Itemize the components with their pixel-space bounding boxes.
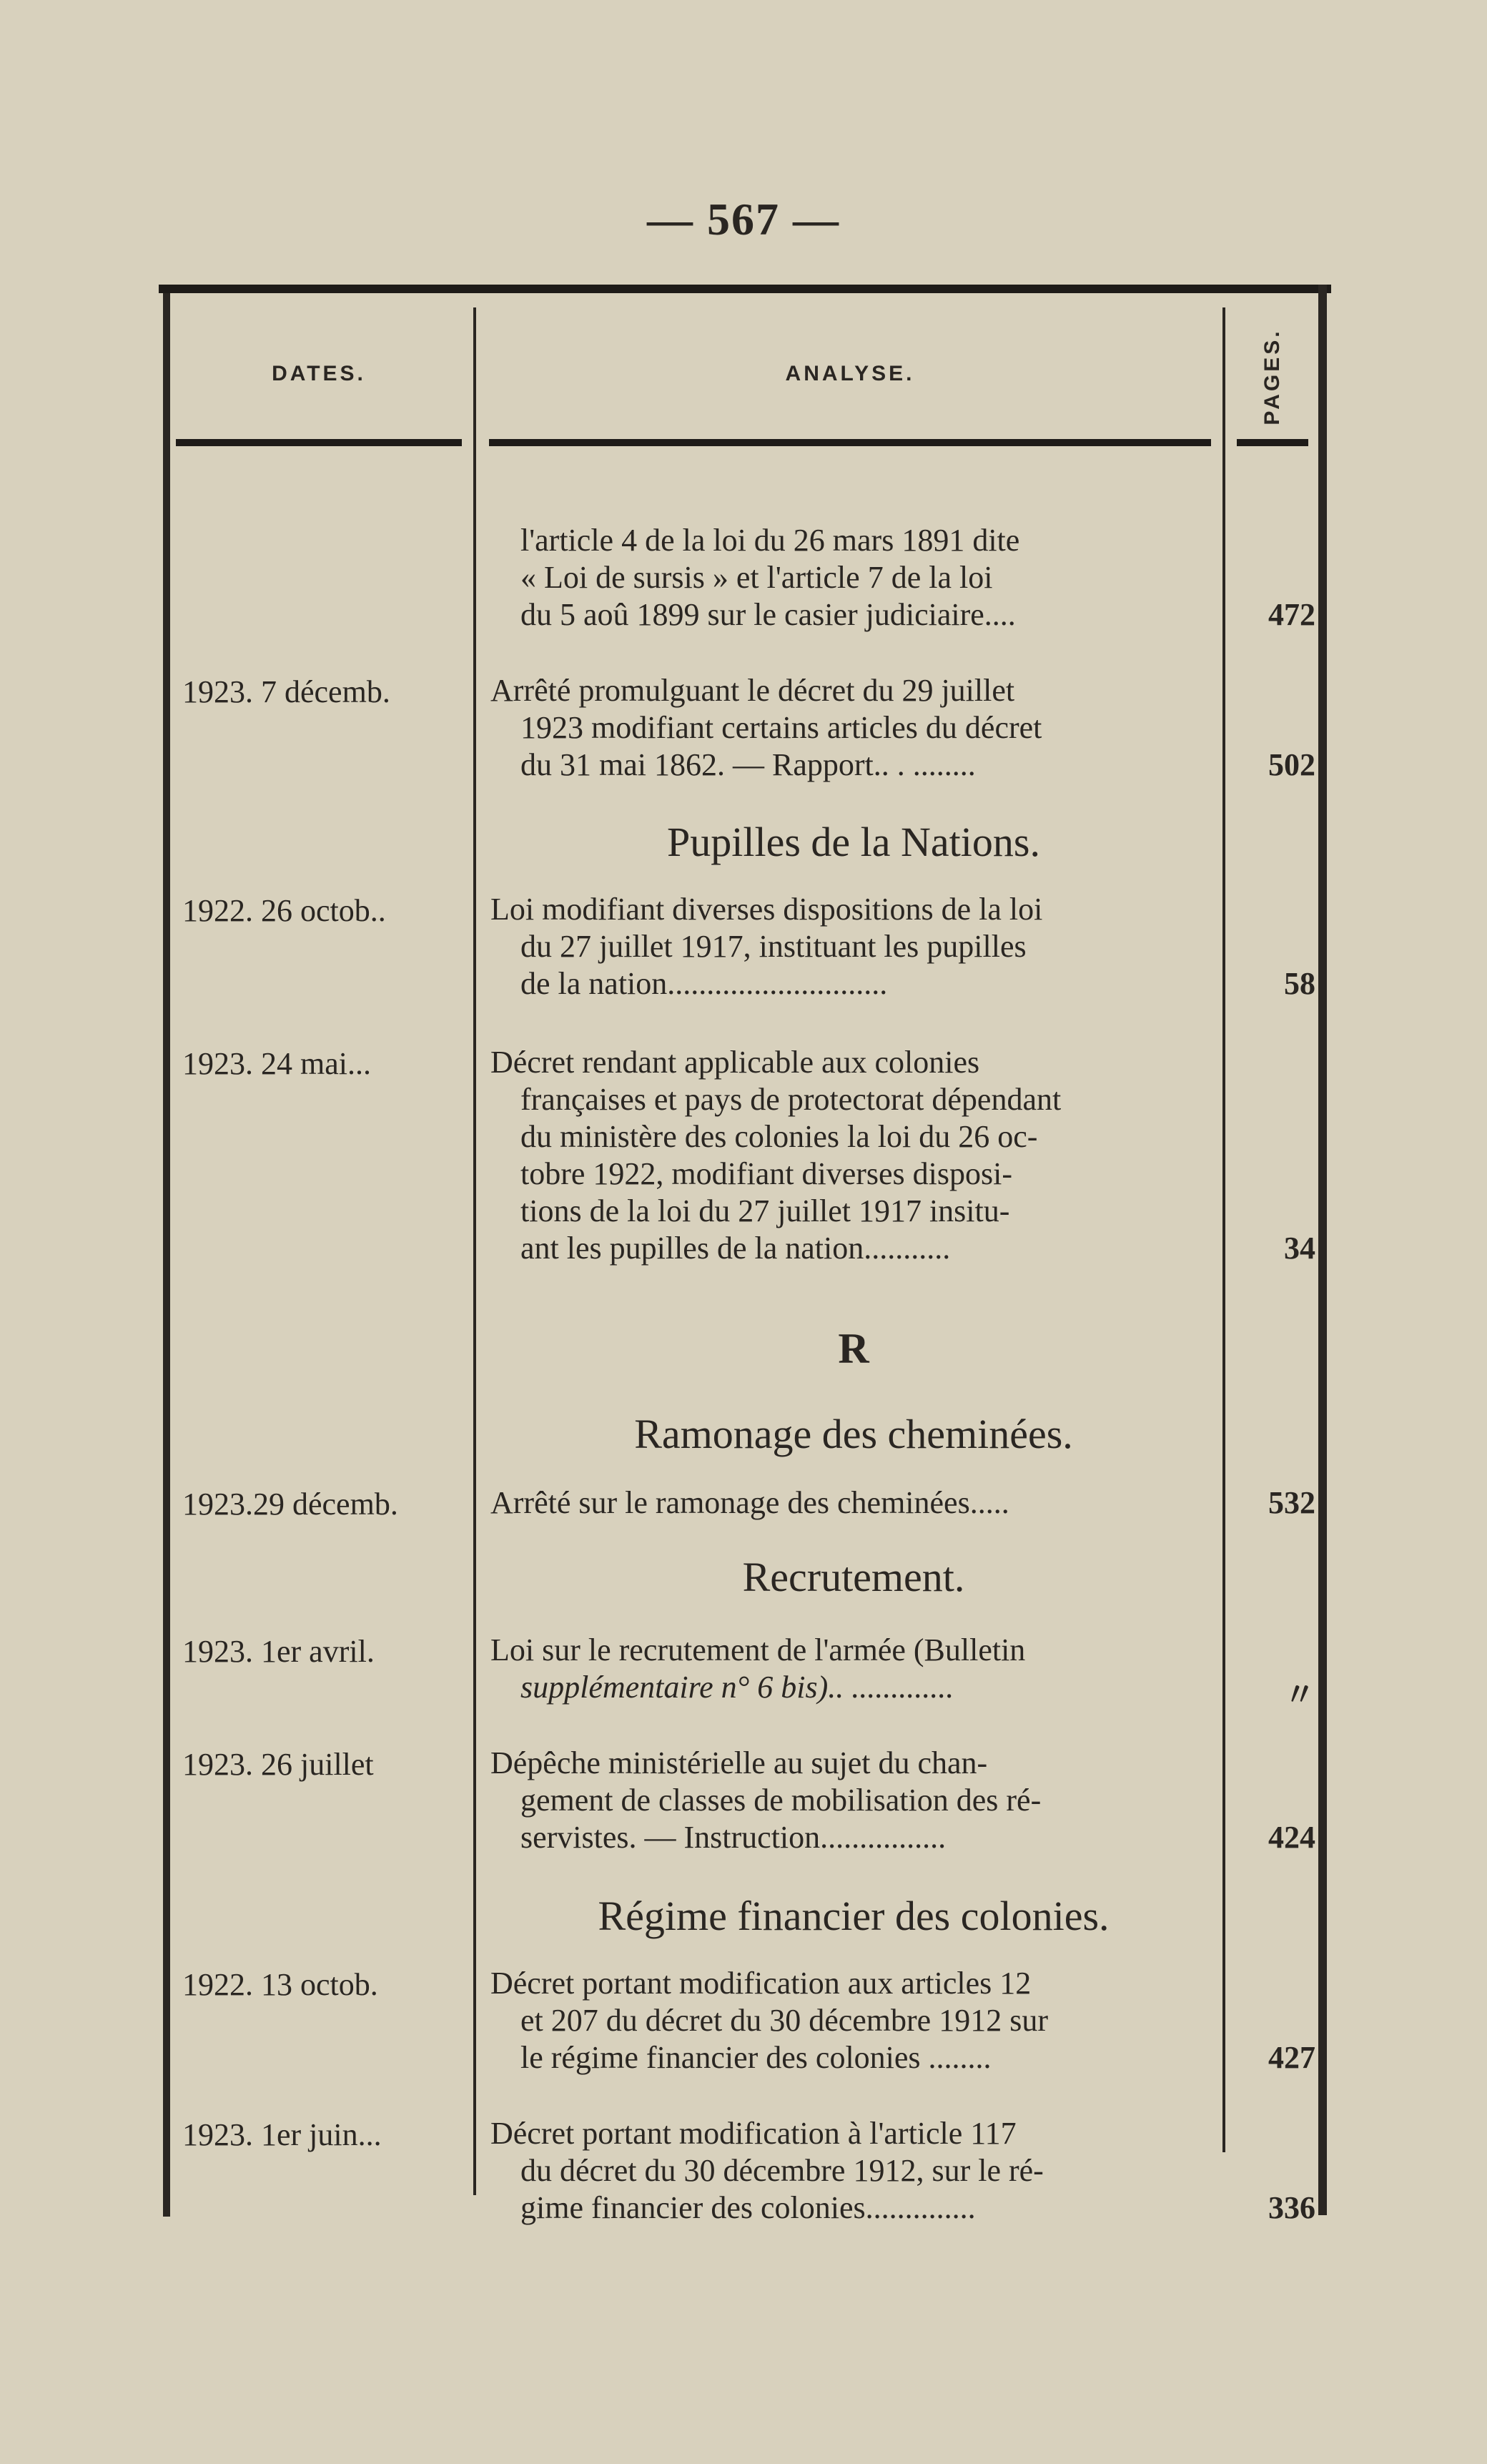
analyse-line: Arrêté promulguant le décret du 29 juillet [490,673,1015,708]
analyse-line: Décret portant modification à l'article 117 [490,2116,1017,2151]
analyse-line: gime financier des colonies.............. [520,2190,976,2225]
analyse-cell [490,891,1217,1002]
header-rule-analyse [489,439,1211,446]
date-cell: 1923. 7 décemb. [182,674,390,709]
analyse-line: du 5 aoû 1899 sur le casier judiciaire.... [520,597,1016,632]
analyse-cell [490,522,1217,634]
analyse-line: servistes. — Instruction................ [520,1820,947,1855]
analyse-line: Loi modifiant diverses dispositions de la loi [490,892,1043,927]
date-cell: 1923. 26 juillet [182,1747,374,1782]
date-cell: 1923.29 décemb. [182,1487,398,1522]
section-heading: Pupilles de la Nations. [667,819,1040,865]
date-cell: 1922. 26 octob.. [182,893,386,928]
analyse-line: du décret du 30 décembre 1912, sur le ré- [520,2153,1044,2188]
header-rule-pages [1237,439,1308,446]
page-ref: 336 [1268,2190,1315,2225]
analyse-line: Décret portant modification aux articles 12 [490,1966,1032,2001]
analyse-line: ant les pupilles de la nation........... [520,1231,951,1266]
analyse-line: de la nation............................ [520,966,888,1001]
page-ref: 424 [1268,1820,1315,1855]
section-heading: Régime financier des colonies. [598,1893,1110,1939]
analyse-line: gement de classes de mobilisation des ré- [520,1783,1042,1818]
analyse-line: Dépêche ministérielle au sujet du chan- [490,1745,988,1780]
analyse-cell [490,1745,1217,1856]
analyse-line: Loi sur le recrutement de l'armée (Bulletin [490,1632,1026,1667]
analyse-line: Arrêté sur le ramonage des cheminées..... [490,1485,1009,1520]
table-right-border [1318,285,1327,2215]
page-ref: 58 [1284,966,1315,1001]
analyse-line: du 27 juillet 1917, instituant les pupilles [520,929,1027,964]
analyse-line: supplémentaire n° 6 bis).. ............. [520,1670,954,1705]
page-ref: 532 [1268,1485,1315,1520]
analyse-line: tions de la loi du 27 juillet 1917 insitu- [520,1193,1010,1228]
header-dates: DATES. [272,362,366,385]
page-ref: 34 [1284,1231,1315,1266]
column-divider-dates [473,307,476,2195]
column-divider-pages [1222,307,1225,2152]
date-cell: 1923. 1er juin... [182,2117,382,2152]
analyse-line: du 31 mai 1862. — Rapport.. . ........ [520,747,976,782]
analyse-line: « Loi de sursis » et l'article 7 de la loi [520,560,993,595]
analyse-cell [490,1965,1217,2076]
analyse-cell [490,1632,1217,1706]
header-rule-dates [176,439,462,446]
analyse-line: 1923 modifiant certains articles du décret [520,710,1042,745]
section-heading: Ramonage des cheminées. [634,1411,1073,1457]
analyse-line: tobre 1922, modifiant diverses disposi- [520,1156,1013,1191]
date-cell: 1923. 1er avril. [182,1634,375,1669]
analyse-cell [490,1484,1217,1522]
table-left-border [163,293,170,2217]
header-pages: PAGES. [1260,328,1284,425]
page-ref: 472 [1268,597,1315,632]
page-ref: 427 [1268,2040,1315,2075]
analyse-line: Décret rendant applicable aux colonies [490,1045,980,1080]
date-cell: 1923. 24 mai... [182,1046,371,1081]
page-ref: 〃 [1284,1677,1315,1713]
analyse-cell [490,2115,1217,2227]
analyse-line: françaises et pays de protectorat dépendant [520,1082,1062,1117]
section-heading: Recrutement. [742,1554,965,1600]
date-cell: 1922. 13 octob. [182,1967,378,2002]
header-analyse: ANALYSE. [785,362,915,385]
page-ref: 502 [1268,747,1315,782]
analyse-cell [490,672,1217,784]
analyse-line: du ministère des colonies la loi du 26 oc- [520,1119,1038,1154]
analyse-cell [490,1044,1217,1267]
letter-heading: R [838,1325,869,1372]
analyse-line: l'article 4 de la loi du 26 mars 1891 dite [520,523,1020,558]
analyse-line: et 207 du décret du 30 décembre 1912 sur [520,2003,1048,2038]
page-number: — 567 — [647,194,840,245]
analyse-line: le régime financier des colonies ........ [520,2040,992,2075]
